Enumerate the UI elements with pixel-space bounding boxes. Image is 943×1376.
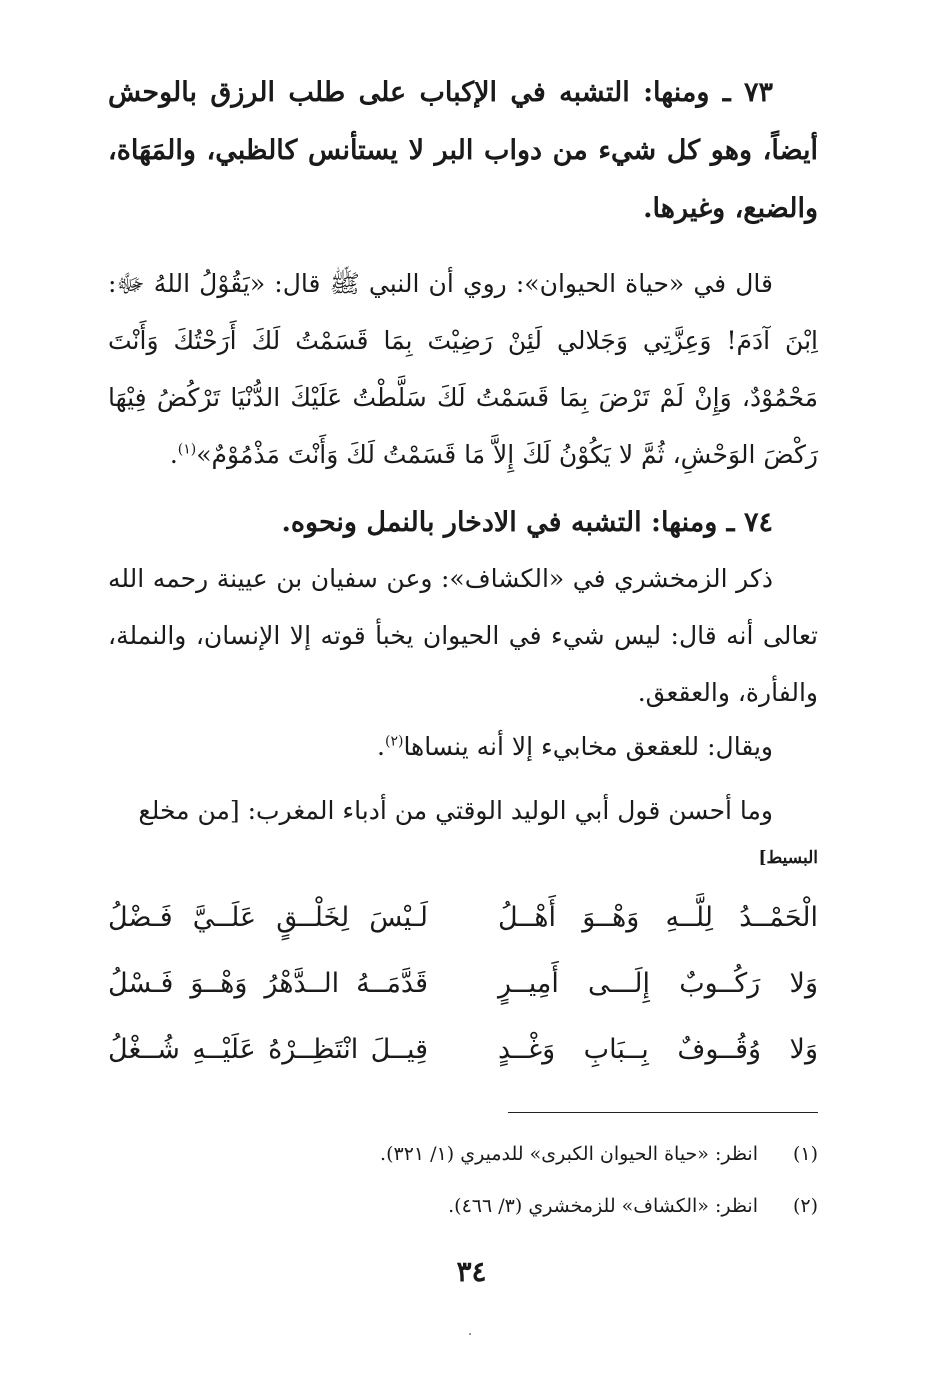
paragraph-73: ٧٣ ـ ومنها: التشبه في الإكباب على طلب الرزق بالوحش أيضاً، وهو كل شيء من دواب البر لا يستأنس كالظبي، والمَهَاة، والضبع، وغيرها. — [108, 77, 818, 224]
verse-first-hemistich: وَلا وُقُــوفٌ بِــبَابِ وَغْــدٍ — [498, 1033, 818, 1065]
verse-first-hemistich: الْحَمْــدُ لِلَّــهِ وَهْــوَ أَهْــلُ — [498, 901, 818, 933]
poem-meter-label: البسيط] — [758, 848, 818, 868]
footnote-text: انظر: «الكشاف» للزمخشري (٣/ ٤٦٦). — [448, 1195, 758, 1217]
footnote-1 — [108, 1128, 818, 1180]
footnote-separator — [508, 1112, 818, 1113]
poem-verse — [108, 884, 818, 950]
paragraph-74: ٧٤ ـ ومنها: التشبه في الادخار بالنمل ونحوه. — [281, 507, 773, 538]
uqaiq-paragraph — [108, 718, 818, 775]
footnote-number: (١) — [792, 1143, 818, 1165]
kashshaf-paragraph: ذكر الزمخشري في «الكشاف»: وعن سفيان بن عيينة رحمه الله تعالى أنه قال: ليس شيء في الحيوان يخبأ قوته إلا الإنسان، والنملة، والفأرة، والعقعق. — [108, 564, 818, 707]
verse-second-hemistich: لَـيْسَ لِخَلْــقٍ عَلَــيَّ فَـضْلُ — [108, 901, 428, 933]
verse-second-hemistich: قَدَّمَــهُ الــدَّهْرُ وَهْــوَ فَـسْلُ — [108, 967, 428, 999]
poem-verse — [108, 1016, 818, 1082]
page-number: ٣٤ — [456, 1255, 487, 1288]
scan-speck — [469, 1333, 471, 1335]
poem-intro-paragraph: وما أحسن قول أبي الوليد الوقتي من أدباء المغرب: [من مخلع — [138, 796, 773, 825]
uqaiq-text: ويقال: للعقعق مخابيء إلا أنه ينساها — [403, 732, 773, 761]
footnote-marker-2[interactable]: (٢) — [384, 733, 404, 750]
footnote-2 — [108, 1180, 818, 1232]
footnote-marker-1[interactable]: (١) — [177, 441, 197, 458]
poem — [108, 884, 818, 1082]
footnote-number: (٢) — [792, 1195, 818, 1217]
verse-first-hemistich: وَلا رَكُــوبٌ إِلَـــى أَمِيــرٍ — [498, 967, 818, 999]
poem-verse — [108, 950, 818, 1016]
footnote-text: انظر: «حياة الحيوان الكبرى» للدميري (١/ ٣٢١). — [380, 1143, 758, 1165]
hayat-quote-text: قال في «حياة الحيوان»: روي أن النبي ﷺ قال: «يَقُوْلُ اللهُ ﷻ: اِبْنَ آدَمَ! وَعِزَّتِي وَجَلالي لَئِنْ رَضِيْتَ بِمَا قَسَمْتُ لَكَ أَرَحْتُكَ وَأَنْتَ مَحْمُوْدٌ، وَإِنْ لَمْ تَرْضَ بِمَا قَسَمْتُ لَكَ سَلَّطْتُ عَلَيْكَ الدُّنْيَا تَرْكُضُ فِيْهَا رَكْضَ الوَحْشِ، ثُمَّ لا يَكُوْنُ لَكَ إِلاَّ مَا قَسَمْتُ لَكَ وَأَنْتَ مَذْمُوْمٌ» — [108, 269, 818, 469]
uqaiq-end: . — [377, 732, 385, 761]
hayat-quote-paragraph: قال في «حياة الحيوان»: روي أن النبي ﷺ قال: «يَقُوْلُ اللهُ ﷻ: اِبْنَ آدَمَ! وَعِزَّتِي وَجَلالي لَئِنْ رَضِيْتَ بِمَا قَسَمْتُ لَكَ أَرَحْتُكَ وَأَنْتَ مَحْمُوْدٌ، وَإِنْ لَمْ تَرْضَ بِمَا قَسَمْتُ لَكَ سَلَّطْتُ عَلَيْكَ الدُّنْيَا تَرْكُضُ فِيْهَا رَكْضَ الوَحْشِ، ثُمَّ لا يَكُوْنُ لَكَ إِلاَّ مَا قَسَمْتُ لَكَ وَأَنْتَ مَذْمُوْمٌ»$^{(١)}$. — [108, 269, 818, 469]
verse-second-hemistich: قِيــلَ انْتَظِــرْهُ عَلَيْــهِ شُــغْلُ — [108, 1033, 428, 1065]
footnotes — [108, 1128, 818, 1232]
